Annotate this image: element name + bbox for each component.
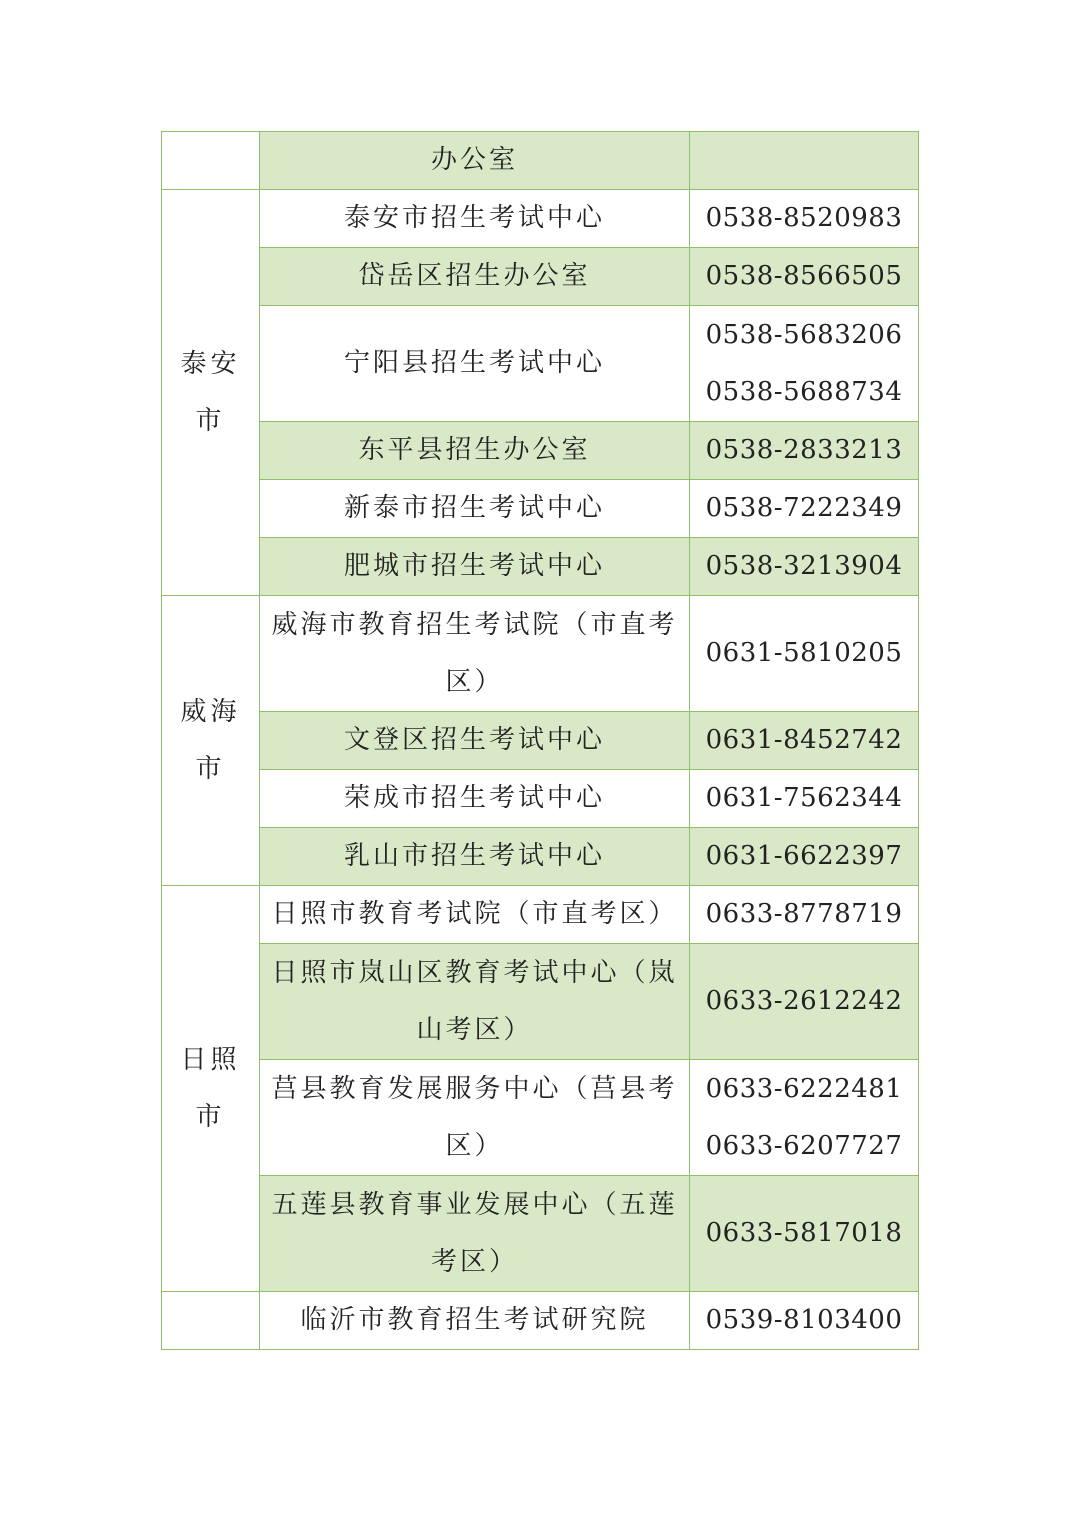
region-label-line: 市 xyxy=(195,405,226,436)
unit-cell: 日照市教育考试院（市直考区） xyxy=(260,886,690,944)
unit-cell: 威海市教育招生考试院（市直考区） xyxy=(260,596,690,712)
region-label-line: 威海 xyxy=(180,696,241,727)
phone-cell xyxy=(690,306,919,422)
unit-cell: 莒县教育发展服务中心（莒县考区） xyxy=(260,1060,690,1176)
phone-cell: 0633-5817018 xyxy=(690,1176,919,1292)
unit-cell: 岱岳区招生办公室 xyxy=(260,248,690,306)
table-row xyxy=(162,1060,919,1176)
region-cell xyxy=(162,132,260,190)
region-label-line: 市 xyxy=(195,1101,226,1132)
unit-cell: 东平县招生办公室 xyxy=(260,422,690,480)
phone-cell: 0631-7562344 xyxy=(690,770,919,828)
phone-cell: 0538-3213904 xyxy=(690,538,919,596)
unit-cell: 五莲县教育事业发展中心（五莲考区） xyxy=(260,1176,690,1292)
contact-table xyxy=(161,131,919,1350)
table-row xyxy=(162,306,919,422)
unit-cell: 临沂市教育招生考试研究院 xyxy=(260,1292,690,1350)
table-row xyxy=(162,712,919,770)
table-row xyxy=(162,132,919,190)
unit-cell: 文登区招生考试中心 xyxy=(260,712,690,770)
phone-cell: 0538-7222349 xyxy=(690,480,919,538)
table-row xyxy=(162,480,919,538)
region-cell-weihai xyxy=(162,596,260,886)
phone-number: 0633-6207727 xyxy=(705,1130,903,1161)
phone-cell: 0631-6622397 xyxy=(690,828,919,886)
phone-cell xyxy=(690,132,919,190)
table-row xyxy=(162,248,919,306)
unit-cell: 办公室 xyxy=(260,132,690,190)
table-row xyxy=(162,944,919,1060)
phone-cell: 0538-2833213 xyxy=(690,422,919,480)
phone-cell: 0539-8103400 xyxy=(690,1292,919,1350)
phone-number: 0538-5683206 xyxy=(705,319,903,350)
phone-cell: 0633-2612242 xyxy=(690,944,919,1060)
region-label-line: 市 xyxy=(195,753,226,784)
phone-cell: 0633-8778719 xyxy=(690,886,919,944)
phone-cell: 0538-8566505 xyxy=(690,248,919,306)
phone-cell: 0631-8452742 xyxy=(690,712,919,770)
table-row xyxy=(162,190,919,248)
table-row xyxy=(162,1292,919,1350)
region-cell xyxy=(162,1292,260,1350)
region-label-line: 泰安 xyxy=(180,348,241,379)
region-cell-taian xyxy=(162,190,260,596)
region-cell-rizhao xyxy=(162,886,260,1292)
unit-cell: 泰安市招生考试中心 xyxy=(260,190,690,248)
region-label-line: 日照 xyxy=(180,1044,241,1075)
phone-cell xyxy=(690,1060,919,1176)
table-row xyxy=(162,596,919,712)
unit-cell: 乳山市招生考试中心 xyxy=(260,828,690,886)
phone-cell: 0538-8520983 xyxy=(690,190,919,248)
unit-cell: 日照市岚山区教育考试中心（岚山考区） xyxy=(260,944,690,1060)
table-row xyxy=(162,770,919,828)
table-row xyxy=(162,886,919,944)
table-row xyxy=(162,1176,919,1292)
unit-cell: 宁阳县招生考试中心 xyxy=(260,306,690,422)
unit-cell: 新泰市招生考试中心 xyxy=(260,480,690,538)
table-row xyxy=(162,828,919,886)
table-row xyxy=(162,538,919,596)
phone-number: 0633-6222481 xyxy=(705,1073,903,1104)
phone-cell: 0631-5810205 xyxy=(690,596,919,712)
unit-cell: 肥城市招生考试中心 xyxy=(260,538,690,596)
phone-number: 0538-5688734 xyxy=(705,376,903,407)
unit-cell: 荣成市招生考试中心 xyxy=(260,770,690,828)
table-row xyxy=(162,422,919,480)
